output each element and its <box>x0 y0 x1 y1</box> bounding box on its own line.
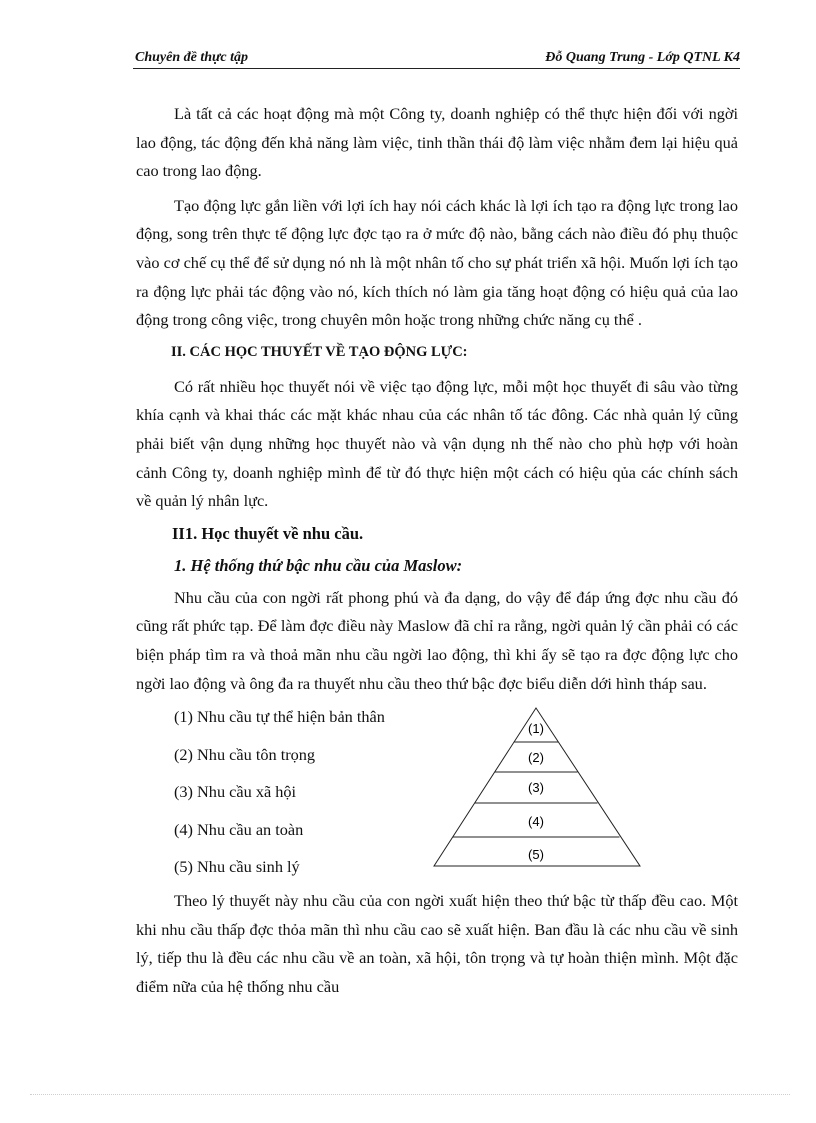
subsubsection-heading: 1. Hệ thống thứ bậc nhu cầu của Maslow: <box>174 555 463 575</box>
footer-rule <box>30 1094 790 1095</box>
subsection-heading: II1. Học thuyết về nhu cầu. <box>172 523 364 543</box>
need-item: (3) Nhu cầu xã hội <box>174 782 297 802</box>
need-item: (5) Nhu cầu sinh lý <box>174 857 300 877</box>
section-heading: II. CÁC HỌC THUYẾT VỀ TẠO ĐỘNG LỰC: <box>171 343 468 360</box>
pyramid-level-label: (4) <box>528 814 544 830</box>
pyramid-level-label: (3) <box>528 780 544 796</box>
paragraph: Có rất nhiều học thuyết nói về việc tạo động lực, mỗi một học thuyết đi sâu vào từng khía cạnh và khai thác các mặt khác nhau của các nhân tố tác đông. Các nhà quản lý cũng phải biết vận dụng những học thuyết nào và vận dụng nh thế nào cho phù hợp với hoàn cảnh Công ty, doanh nghiệp mình để từ đó thực hiện một cách có hiệu qủa các chính sách về quản lý nhân lực. <box>136 376 738 511</box>
paragraph: Theo lý thuyết này nhu cầu của con ngời xuất hiện theo thứ bậc từ thấp đều cao. Một khi nhu cầu thấp đợc thỏa mãn thì nhu cầu cao sẽ xuất hiện. Ban đầu là các nhu cầu về sinh lý, tiếp thu là đều các nhu cầu về an toàn, xã hội, tôn trọng và tự hoàn thiện mình. Một đặc điểm nữa của hệ thống nhu cầu <box>136 891 738 996</box>
needs-list <box>174 706 385 894</box>
page-header <box>133 50 740 69</box>
page-body <box>136 100 738 1007</box>
need-item: (1) Nhu cầu tự thể hiện bản thân <box>174 707 385 727</box>
paragraph: Là tất cả các hoạt động mà một Công ty, doanh nghiệp có thể thực hiện đối với ngời lao động, tác động đến khả năng làm việc, tinh thần thái độ làm việc nhằm đem lại hiệu quả cao trong lao động. <box>136 104 738 181</box>
paragraph: Tạo động lực gắn liền với lợi ích hay nói cách khác là lợi ích tạo ra động lực trong lao động, song trên thực tế động lực đợc tạo ra ở mức độ nào, bằng cách nào điều đó phụ thuộc vào cơ chế cụ thể để sử dụng nó nh là một nhân tố cho sự phát triển xã hội. Muốn lợi ích tạo ra động lực phải tác động vào nó, kích thích nó làm gia tăng hoạt động có hiệu quả của lao động trong công việc, trong chuyên môn hoặc trong những chức năng cụ thể . <box>136 195 738 330</box>
header-left: Chuyên đề thực tập <box>135 50 249 65</box>
pyramid-level-label: (5) <box>528 847 544 863</box>
pyramid-level-label: (2) <box>528 750 544 766</box>
need-item: (2) Nhu cầu tôn trọng <box>174 744 316 764</box>
paragraph: Nhu cầu của con ngời rất phong phú và đa dạng, do vậy để đáp ứng đợc nhu cầu đó cũng rất phức tạp. Để làm đợc điều này Maslow đã chỉ ra rằng, ngời quản lý cần phải có các biện pháp tìm ra và thoả mãn nhu cầu ngời lao động, thì khi ấy sẽ tạo ra đợc động lực cho ngời lao động và ông đa ra thuyết nhu cầu theo thứ bậc đợc biểu diễn dới hình tháp sau. <box>136 587 738 693</box>
maslow-pyramid <box>432 706 644 876</box>
maslow-needs-figure <box>136 706 738 881</box>
header-right: Đỗ Quang Trung - Lớp QTNL K4 <box>545 50 740 65</box>
pyramid-level-label: (1) <box>528 721 544 737</box>
need-item: (4) Nhu cầu an toàn <box>174 819 304 839</box>
